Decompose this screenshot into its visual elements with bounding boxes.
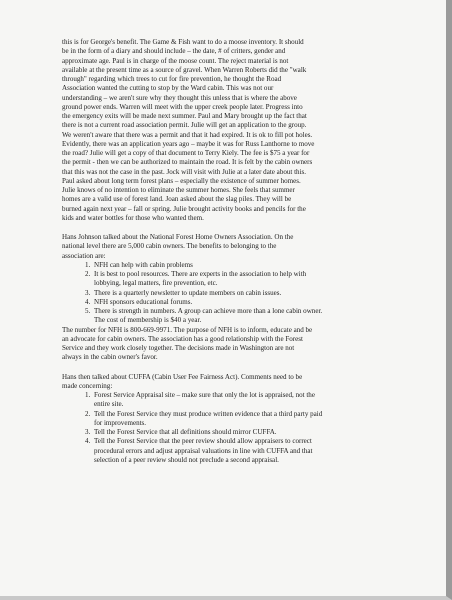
list-item: 2. Tell the Forest Service they must produce written evidence that a third party paid for improvements. [92,410,392,429]
cuffa-comments-list [62,391,392,465]
nfh-closing-paragraph: The number for NFH is 800-669-9971. The purpose of NFH is to inform, educate and be an advocate for cabin owners. The association has a good relationship with the Forest Service and they work closely together. The decisions made in Washington are not always in the cabin owner's favor. [62,325,313,362]
nfh-benefits-list [62,261,392,326]
list-item: 1. Forest Service Appraisal site – make sure that only the lot is appraised, not the entire site. [92,391,392,410]
intro-paragraph: this is for George's benefit. The Game & Fish want to do a moose inventory. It should be in the form of a diary and should include – the date, # of critters, gender and approximate age. Paul is in charge of the moose count. The reject material is not available at the present time as a source of gravel. When Warren Roberts did the "walk through" regarding which trees to cut for fire prevention, he thought the Road Association wanted the cutting to stop by the Ward cabin. This was not our understanding – we aren't sure why they thought this unless that is where the above ground power ends. Warren will meet with the upper creek people later. Progress into the emergency exits will be made next summer. Paul and Mary brought up the fact that there is not a current road association permit. Julie will get an application to the group. We weren't aware that there was a permit and that it had expired. It is ok to fill pot holes. Evidently, there was an application years ago – maybe it was for Russ Lanthorne to move the road? Julie will get a copy of that document to Terry Kiely. The fee is $75 a year for the permit - then we can be authorized to maintain the road. It is felt by the cabin owners that this was not the case in the past. Jock will visit with Julie at a later date about this. Paul asked about long term forest plans – especially the existence of summer homes. Julie knows of no intention to eliminate the summer homes. She feels that summer homes are a valid use of forest land. Joan asked about the slag piles. They will be burned again next year – fall or spring. Julie brought activity books and pencils for the kids and water bottles for those who wanted them. [62,38,315,222]
list-item: 5. There is strength in numbers. A group can achieve more than a lone cabin owner. The cost of membership is $40 a year. [92,307,392,326]
paragraph-gap [62,223,392,233]
list-item: 4. NFH sponsors educational forums. [92,298,392,307]
list-item: 1. NFH can help with cabin problems [92,261,392,270]
list-item: 3. Tell the Forest Service that all definitions should mirror CUFFA. [92,428,392,437]
paragraph-gap [62,363,392,373]
nfh-intro-paragraph: Hans Johnson talked about the National Forest Home Owners Association. On the national level there are 5,000 cabin owners. The benefits to belonging to the association are: [62,233,294,260]
document-body [62,38,392,465]
list-item: 3. There is a quarterly newsletter to update members on cabin issues. [92,289,392,298]
list-item: 2. It is best to pool resources. There are experts in the association to help with lobbying, legal matters, fire prevention, etc. [92,270,392,289]
cuffa-intro-paragraph: Hans then talked about CUFFA (Cabin User Fee Fairness Act). Comments need to be made concerning: [62,372,303,390]
list-item: 4. Tell the Forest Service that the peer review should allow appraisers to correct procedural errors and adjust appraisal valuations in line with CUFFA and that selection of a peer review should not preclude a second appraisal. [92,437,392,465]
